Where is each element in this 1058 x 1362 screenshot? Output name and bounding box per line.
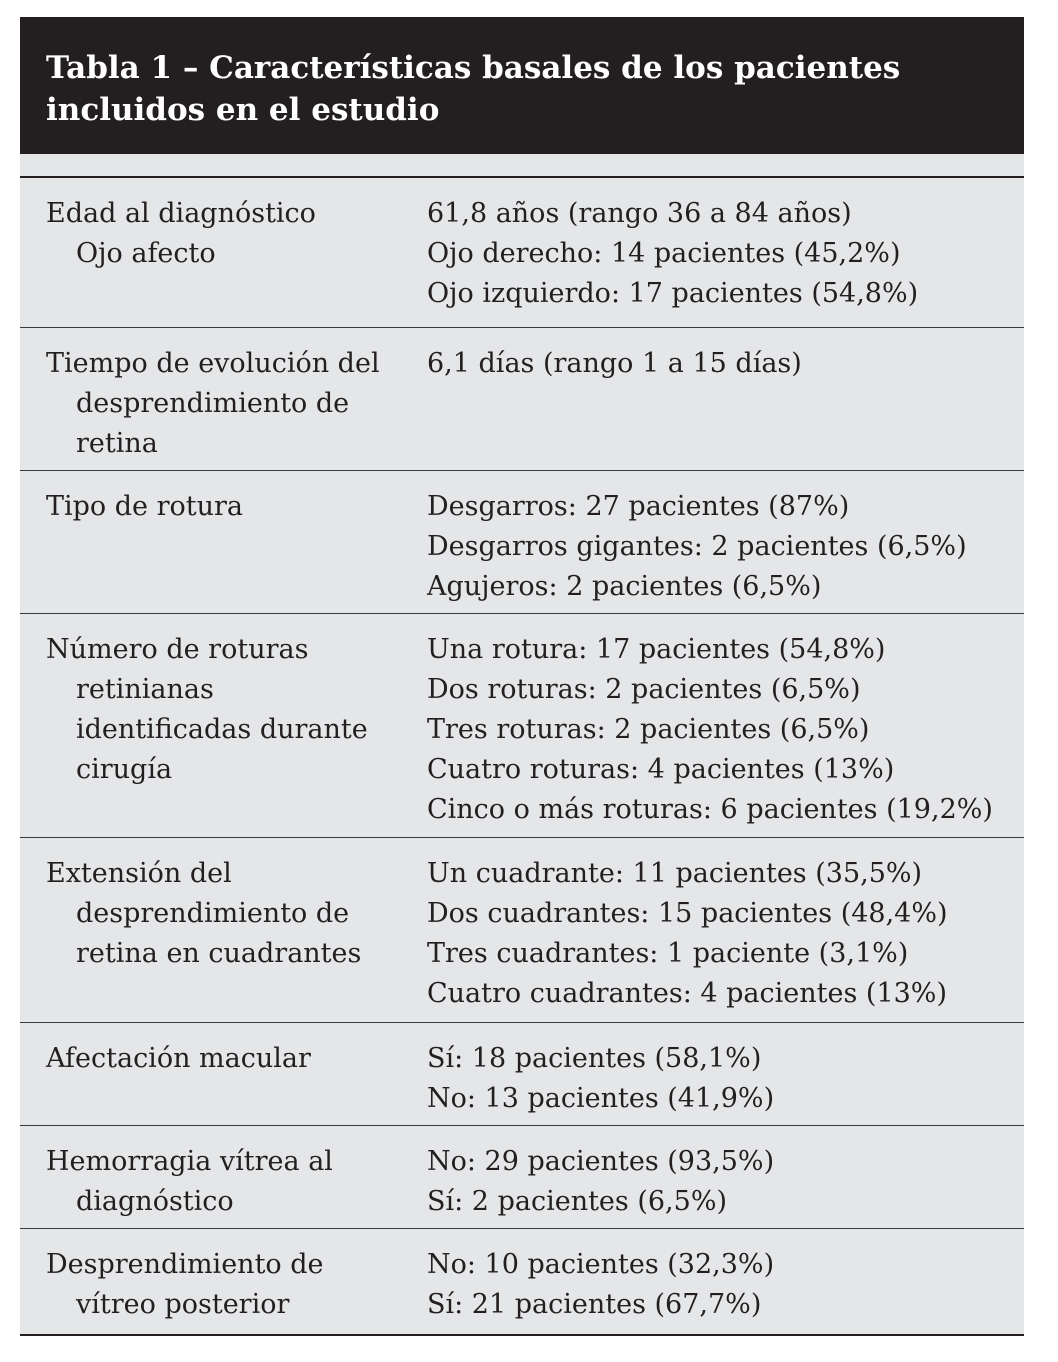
table-row: [20, 178, 1024, 328]
row-label-line: Tiempo de evolución del: [46, 348, 380, 379]
row-label-line: Número de roturas: [46, 634, 309, 665]
row-values: [402, 854, 1024, 1022]
row-label-line: Afectación macular: [46, 1043, 311, 1074]
row-values: [402, 344, 1024, 470]
row-label-line: Desprendimiento de: [46, 1249, 324, 1280]
row-value-line: No: 13 pacientes (41,9%): [427, 1083, 775, 1114]
row-value-line: Sí: 2 pacientes (6,5%): [427, 1186, 728, 1217]
row-value-line: Cinco o más roturas: 6 pacientes (19,2%): [427, 794, 993, 825]
row-values: [402, 630, 1024, 837]
row-label-line: retina: [76, 428, 158, 459]
row-value-line: 61,8 años (rango 36 a 84 años): [427, 198, 852, 229]
row-label: [20, 1039, 402, 1125]
row-value-line: Tres cuadrantes: 1 paciente (3,1%): [427, 938, 909, 969]
row-label-line: Tipo de rotura: [46, 491, 244, 522]
row-values: [402, 1245, 1024, 1334]
table-row: [20, 1126, 1024, 1229]
row-label: [20, 487, 402, 613]
table-title: [20, 17, 1024, 154]
row-value-line: Desgarros gigantes: 2 pacientes (6,5%): [427, 531, 967, 562]
table-row: [20, 614, 1024, 838]
table-row: [20, 471, 1024, 614]
row-value-line: Ojo izquierdo: 17 pacientes (54,8%): [427, 278, 919, 309]
row-value-line: Ojo derecho: 14 pacientes (45,2%): [427, 238, 901, 269]
characteristics-table: [20, 17, 1024, 1336]
row-label-line: desprendimiento de: [76, 898, 350, 929]
table-title-line-2: incluidos en el estudio: [46, 92, 440, 128]
row-label: [20, 1142, 402, 1228]
row-label: [20, 344, 402, 470]
table-row: [20, 838, 1024, 1023]
row-values: [402, 1039, 1024, 1125]
table-body: [20, 178, 1024, 1336]
row-label-line: retinianas: [76, 674, 214, 705]
row-label-line: diagnóstico: [76, 1186, 234, 1217]
row-label: [20, 1245, 402, 1334]
row-value-line: Sí: 21 pacientes (67,7%): [427, 1289, 762, 1320]
row-value-line: Sí: 18 pacientes (58,1%): [427, 1043, 762, 1074]
row-label-line: retina en cuadrantes: [76, 938, 362, 969]
table-row: [20, 328, 1024, 471]
row-label-line: Extensión del: [46, 858, 232, 889]
row-label: [20, 630, 402, 837]
row-values: [402, 1142, 1024, 1228]
row-value-line: No: 10 pacientes (32,3%): [427, 1249, 775, 1280]
row-value-line: Desgarros: 27 pacientes (87%): [427, 491, 850, 522]
row-label: [20, 854, 402, 1022]
row-value-line: Dos roturas: 2 pacientes (6,5%): [427, 674, 861, 705]
table-row: [20, 1023, 1024, 1126]
row-value-line: Tres roturas: 2 pacientes (6,5%): [427, 714, 870, 745]
row-values: [402, 194, 1024, 327]
row-label-line: Ojo afecto: [76, 238, 216, 269]
row-label-line: vítreo posterior: [76, 1289, 290, 1320]
row-values: [402, 487, 1024, 613]
row-value-line: Cuatro roturas: 4 pacientes (13%): [427, 754, 895, 785]
row-value-line: Una rotura: 17 pacientes (54,8%): [427, 634, 886, 665]
row-label-line: desprendimiento de: [76, 388, 350, 419]
row-label: [20, 194, 402, 327]
row-value-line: Agujeros: 2 pacientes (6,5%): [427, 571, 822, 602]
row-value-line: Dos cuadrantes: 15 pacientes (48,4%): [427, 898, 948, 929]
row-label-line: Hemorragia vítrea al: [46, 1146, 333, 1177]
table-title-line-1: Tabla 1 – Características basales de los pacientes: [46, 50, 901, 86]
row-value-line: 6,1 días (rango 1 a 15 días): [427, 348, 802, 379]
row-label-line: cirugía: [76, 754, 173, 785]
table-row: [20, 1229, 1024, 1336]
row-value-line: Cuatro cuadrantes: 4 pacientes (13%): [427, 978, 948, 1009]
row-value-line: Un cuadrante: 11 pacientes (35,5%): [427, 858, 923, 889]
row-label-line: identificadas durante: [76, 714, 368, 745]
row-label-line: Edad al diagnóstico: [46, 198, 316, 229]
row-value-line: No: 29 pacientes (93,5%): [427, 1146, 775, 1177]
